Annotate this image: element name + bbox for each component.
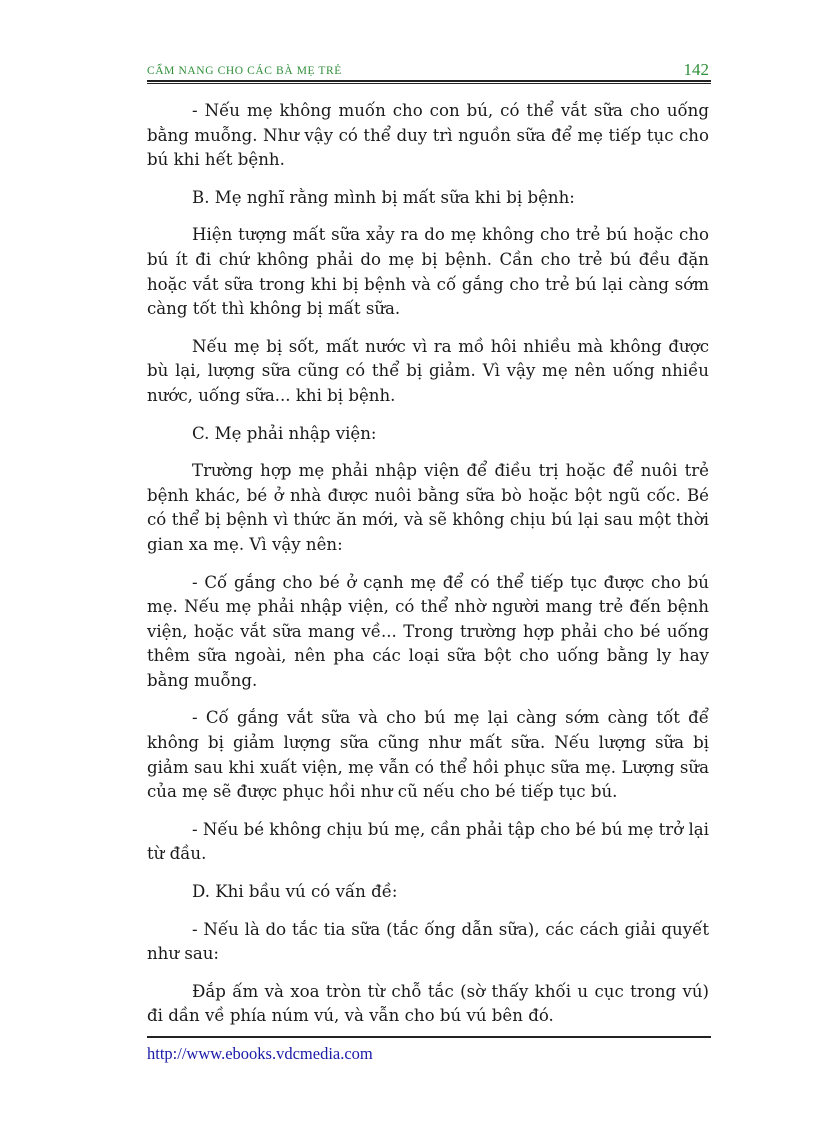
page-header xyxy=(147,60,711,82)
paragraph: Nếu mẹ bị sốt, mất nước vì ra mồ hôi nhiều mà không được bù lại, lượng sữa cũng có thể bị giảm. Vì vậy mẹ nên uống nhiều nước, uống sữa... khi bị bệnh. xyxy=(147,336,709,405)
paragraph: - Nếu là do tắc tia sữa (tắc ống dẫn sữa), các cách giải quyết như sau: xyxy=(147,919,709,964)
paragraph: - Cố gắng vắt sữa và cho bú mẹ lại càng sớm càng tốt để không bị giảm lượng sữa cũng như mất sữa. Nếu lượng sữa bị giảm sau khi xuất viện, mẹ vẫn có thể hồi phục sữa mẹ. Lượng sữa của mẹ sẽ được phục hồi như cũ nếu cho bé tiếp tục bú. xyxy=(147,708,709,802)
footer-divider xyxy=(147,1036,711,1038)
paragraph: - Cố gắng cho bé ở cạnh mẹ để có thể tiếp tục được cho bú mẹ. Nếu mẹ phải nhập viện, có thể nhờ người mang trẻ đến bệnh viện, hoặc vắt sữa mang về... Trong trường hợp phải cho bé uống thêm sữa ngoài, nên pha các loại sữa bột cho uống bằng ly hay bằng muỗng. xyxy=(147,572,709,690)
paragraph: Trường hợp mẹ phải nhập viện để điều trị hoặc để nuôi trẻ bệnh khác, bé ở nhà được nuôi bằng sữa bò hoặc bột ngũ cốc. Bé có thể bị bệnh vì thức ăn mới, và sẽ không chịu bú lại sau một thời gian xa mẹ. Vì vậy nên: xyxy=(147,461,709,554)
page-number: 142 xyxy=(683,60,709,79)
section-heading-b: B. Mẹ nghĩ rằng mình bị mất sữa khi bị bệnh: xyxy=(192,187,575,207)
paragraph: - Nếu mẹ không muốn cho con bú, có thể vắt sữa cho uống bằng muỗng. Như vậy có thể duy trì nguồn sữa để mẹ tiếp tục cho bú khi hết bệnh. xyxy=(147,101,709,170)
section-heading-c: C. Mẹ phải nhập viện: xyxy=(192,423,377,443)
paragraph: - Nếu bé không chịu bú mẹ, cần phải tập cho bé bú mẹ trở lại từ đầu. xyxy=(147,819,709,864)
section-heading-d: D. Khi bầu vú có vấn đề: xyxy=(192,882,398,902)
paragraph: Hiện tượng mất sữa xảy ra do mẹ không cho trẻ bú hoặc cho bú ít đi chứ không phải do mẹ bị bệnh. Cần cho trẻ bú đều đặn hoặc vắt sữa trong khi bị bệnh và cố gắng cho trẻ bú lại càng sớm càng tốt thì không bị mất sữa. xyxy=(147,225,709,319)
body-text xyxy=(147,99,709,1042)
paragraph: Đắp ấm và xoa tròn từ chỗ tắc (sờ thấy khối u cục trong vú) đi dần về phía núm vú, và vẫn cho bú vú bên đó. xyxy=(147,981,709,1026)
header-divider xyxy=(147,80,711,84)
footer-url-link[interactable]: http://www.ebooks.vdcmedia.com xyxy=(147,1044,373,1063)
running-title: CẨM NANG CHO CÁC BÀ MẸ TRẺ xyxy=(147,65,342,77)
